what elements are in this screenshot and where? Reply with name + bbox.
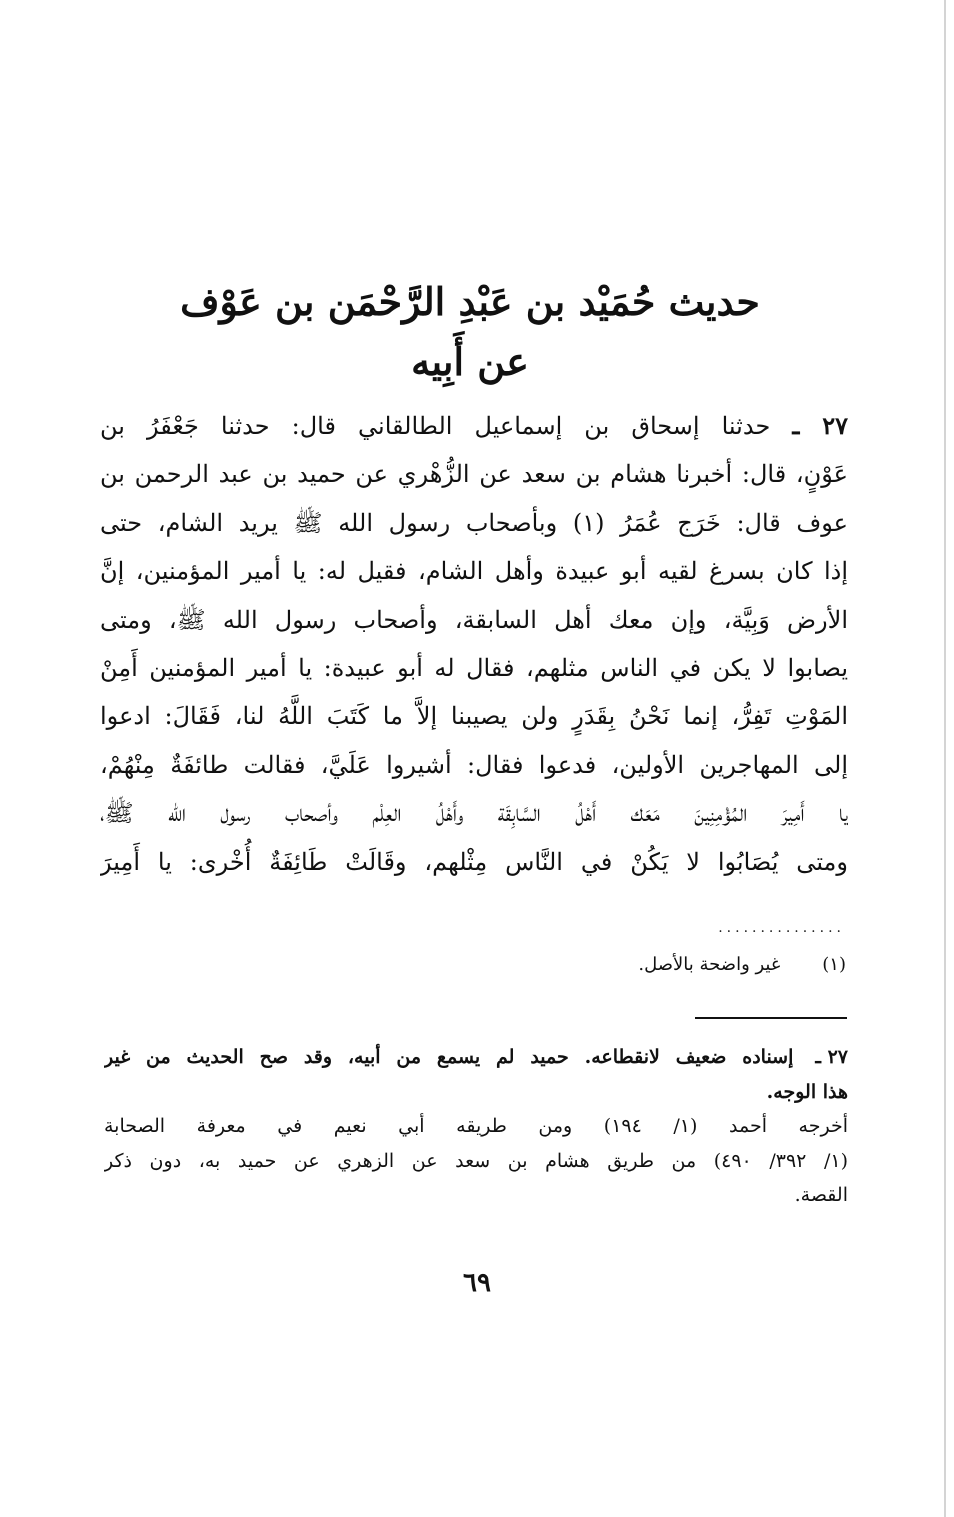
page-edge-line: [944, 0, 946, 1517]
commentary-line-text: إسناده ضعيف لانقطاعه. حميد لم يسمع من أبيه، وقد صح الحديث من غير: [104, 1046, 794, 1068]
commentary-line: [104, 1040, 848, 1075]
hadith-line: إلى المهاجرين الأولين، فدعوا فقال: أشيروا عَلَيَّ، فقالت طائفَةٌ مِنْهُمْ،: [100, 750, 848, 779]
commentary-line: (١/ ٣٩٢/ ٤٩٠) من طريق هشام بن سعد عن الزهري عن حميد به، دون ذكر: [104, 1149, 848, 1172]
page-number: ٦٩: [463, 1268, 491, 1298]
hadith-line-text: حدثنا إسحاق بن إسماعيل الطالقاني قال: حدثنا جَعْفَرُ بن: [100, 412, 771, 440]
hadith-number: ٢٧ ـ: [792, 411, 848, 440]
hadith-line: الأرض وَبِيَّة، وإن معك أهل السابقة، وأصحاب رسول الله ﷺ، ومتى: [100, 605, 848, 634]
commentary-line: أخرجه أحمد (١/ ١٩٤) ومن طريقه أبي نعيم في معرفة الصحابة: [104, 1115, 848, 1137]
footnote-text: غير واضحة بالأصل.: [638, 954, 781, 975]
hadith-line: عوف قال: خَرَج عُمَرُ (١) وبأصحاب رسول الله ﷺ يريد الشام، حتى: [100, 508, 848, 537]
hadith-line: إذا كان بسرغ لقيه أبو عبيدة وأهل الشام، فقيل له: يا أمير المؤمنين، إنَّ: [100, 557, 848, 586]
hadith-line: ومتى يُصَابُوا لا يَكُنْ في النَّاس مِثْلهم، وقَالَتْ طَائِفَةٌ أُخْرى: يا أَمِيرَ: [100, 847, 848, 876]
commentary: [104, 1040, 848, 1213]
footnote-dots: ...............: [718, 920, 845, 936]
hadith-line: المَوْتِ تَفِرُّ، إنما نَحْنُ بِقَدَرٍ ولن يصيبنا إلاَّ ما كَتَبَ اللَّهُ لنا، فَقَالَ: ادعوا: [100, 702, 848, 731]
commentary-number: ٢٧ ـ: [815, 1046, 848, 1068]
hadith-line: يصابوا لا يكن في الناس مثلهم، فقال له أبو عبيدة: يا أمير المؤمنين أَمِنْ: [100, 653, 848, 682]
commentary-line: القصة.: [794, 1184, 848, 1206]
hadith-line: [100, 402, 848, 450]
commentary-line: هذا الوجه.: [766, 1080, 848, 1103]
hadith-line: يا أَمِيرَ المُؤْمِنِينَ مَعَك أَهْلُ السَّابِقَة وأَهْلُ العِلْم وأصحاب رسول الله ﷺ،: [100, 799, 848, 828]
footnote: [638, 950, 846, 980]
footnote-separator: [695, 1017, 847, 1019]
hadith-text: [100, 402, 848, 886]
hadith-line: عَوْنٍ، قال: أخبرنا هشام بن سعد عن الزُّهْري عن حميد بن عبد الرحمن بن: [100, 460, 848, 489]
footnote-marker: (١): [822, 954, 846, 975]
chapter-title: حديث حُمَيْد بن عَبْدِ الرَّحْمَن بن عَوْف عن أَبِيه: [180, 279, 760, 384]
